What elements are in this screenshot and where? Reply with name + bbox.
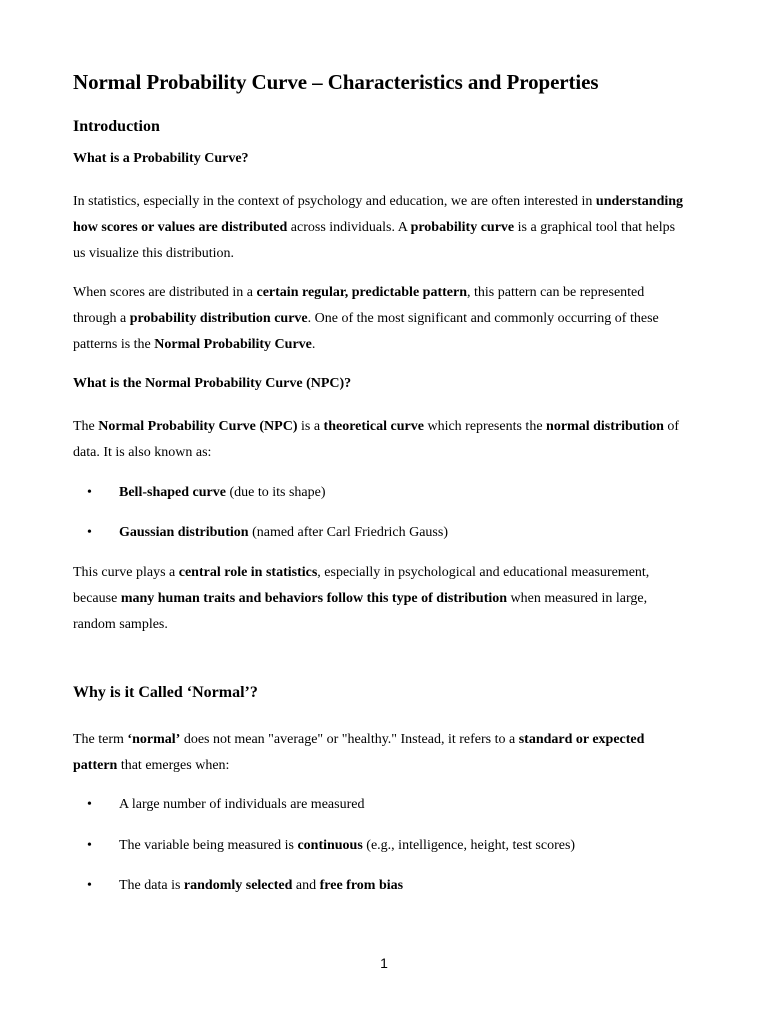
text-run: The term — [73, 732, 128, 747]
text-run: When scores are distributed in a — [73, 285, 257, 300]
page-number: 1 — [380, 955, 388, 971]
section-heading-why-normal: Why is it Called ‘Normal’? — [73, 684, 258, 701]
bold-text-run: theoretical curve — [323, 419, 424, 434]
text-run: across individuals. A — [287, 220, 411, 235]
list-item-text — [119, 836, 575, 856]
text-run: does not mean "average" or "healthy." Instead, it refers to a — [180, 732, 519, 747]
paragraph-distribution-pattern — [73, 280, 691, 358]
bold-text-run: probability distribution curve — [129, 311, 308, 326]
text-run: . — [311, 337, 316, 352]
bold-text-run: Gaussian distribution — [119, 525, 249, 540]
bold-text-run: many human traits and behaviors follow this type of distribution — [120, 591, 508, 606]
bold-text-run: central role in statistics — [178, 565, 318, 580]
text-run: (e.g., intelligence, height, test scores) — [362, 838, 576, 853]
bullet-marker: • — [87, 838, 92, 853]
bullet-marker: • — [87, 797, 92, 812]
list-item-text — [119, 523, 448, 543]
bold-text-run: continuous — [297, 838, 363, 853]
list-item-text — [119, 876, 403, 896]
document-title: Normal Probability Curve – Characteristics and Properties — [73, 70, 599, 94]
bold-text-run: Bell-shaped curve — [119, 485, 226, 500]
text-run: and — [292, 878, 320, 893]
bold-text-run: certain regular, predictable pattern — [256, 285, 467, 300]
text-run: The — [73, 419, 99, 434]
subheading-what-is-probability-curve: What is a Probability Curve? — [73, 151, 249, 166]
text-run: This curve plays a — [73, 565, 179, 580]
text-run: . One of the most significant and commonly occurring of these patterns is the — [73, 311, 659, 352]
bold-text-run: normal distribution — [546, 419, 664, 434]
bold-text-run: randomly selected — [183, 878, 293, 893]
bold-text-run: free from bias — [319, 878, 404, 893]
text-run: A large number of individuals are measured — [119, 797, 365, 812]
text-run: of data. It is also known as: — [73, 419, 680, 460]
bold-text-run: understanding how scores or values are distributed — [73, 194, 684, 235]
bold-text-run: probability curve — [410, 220, 515, 235]
text-run: (due to its shape) — [225, 485, 326, 500]
text-run: is a — [297, 419, 324, 434]
bold-text-run: Normal Probability Curve (NPC) — [98, 419, 298, 434]
text-run: , especially in psychological and educational measurement, because — [73, 565, 650, 606]
paragraph-probability-curve — [73, 189, 691, 267]
text-run: which represents the — [423, 419, 547, 434]
paragraph-term-normal — [73, 727, 691, 779]
text-run: is a graphical tool that helps us visualize this distribution. — [73, 220, 676, 261]
text-run: The data is — [119, 878, 184, 893]
bullet-marker: • — [87, 525, 92, 540]
text-run: (named after Carl Friedrich Gauss) — [248, 525, 448, 540]
list-item-text — [119, 795, 364, 815]
section-heading-introduction: Introduction — [73, 118, 160, 135]
bold-text-run: standard or expected pattern — [73, 732, 645, 773]
text-run: The variable being measured is — [119, 838, 298, 853]
text-run: when measured in large, random samples. — [73, 591, 648, 632]
paragraph-npc-definition — [73, 414, 691, 466]
bold-text-run: ‘normal’ — [127, 732, 181, 747]
bold-text-run: Normal Probability Curve — [154, 337, 312, 352]
paragraph-central-role — [73, 560, 691, 638]
bullet-marker: • — [87, 485, 92, 500]
text-run: In statistics, especially in the context of psychology and education, we are often interested in — [73, 194, 596, 209]
subheading-what-is-npc: What is the Normal Probability Curve (NPC)? — [73, 376, 352, 391]
text-run: that emerges when: — [117, 758, 230, 773]
bullet-marker: • — [87, 878, 92, 893]
list-item-text — [119, 483, 325, 503]
text-run: , this pattern can be represented through a — [73, 285, 645, 326]
